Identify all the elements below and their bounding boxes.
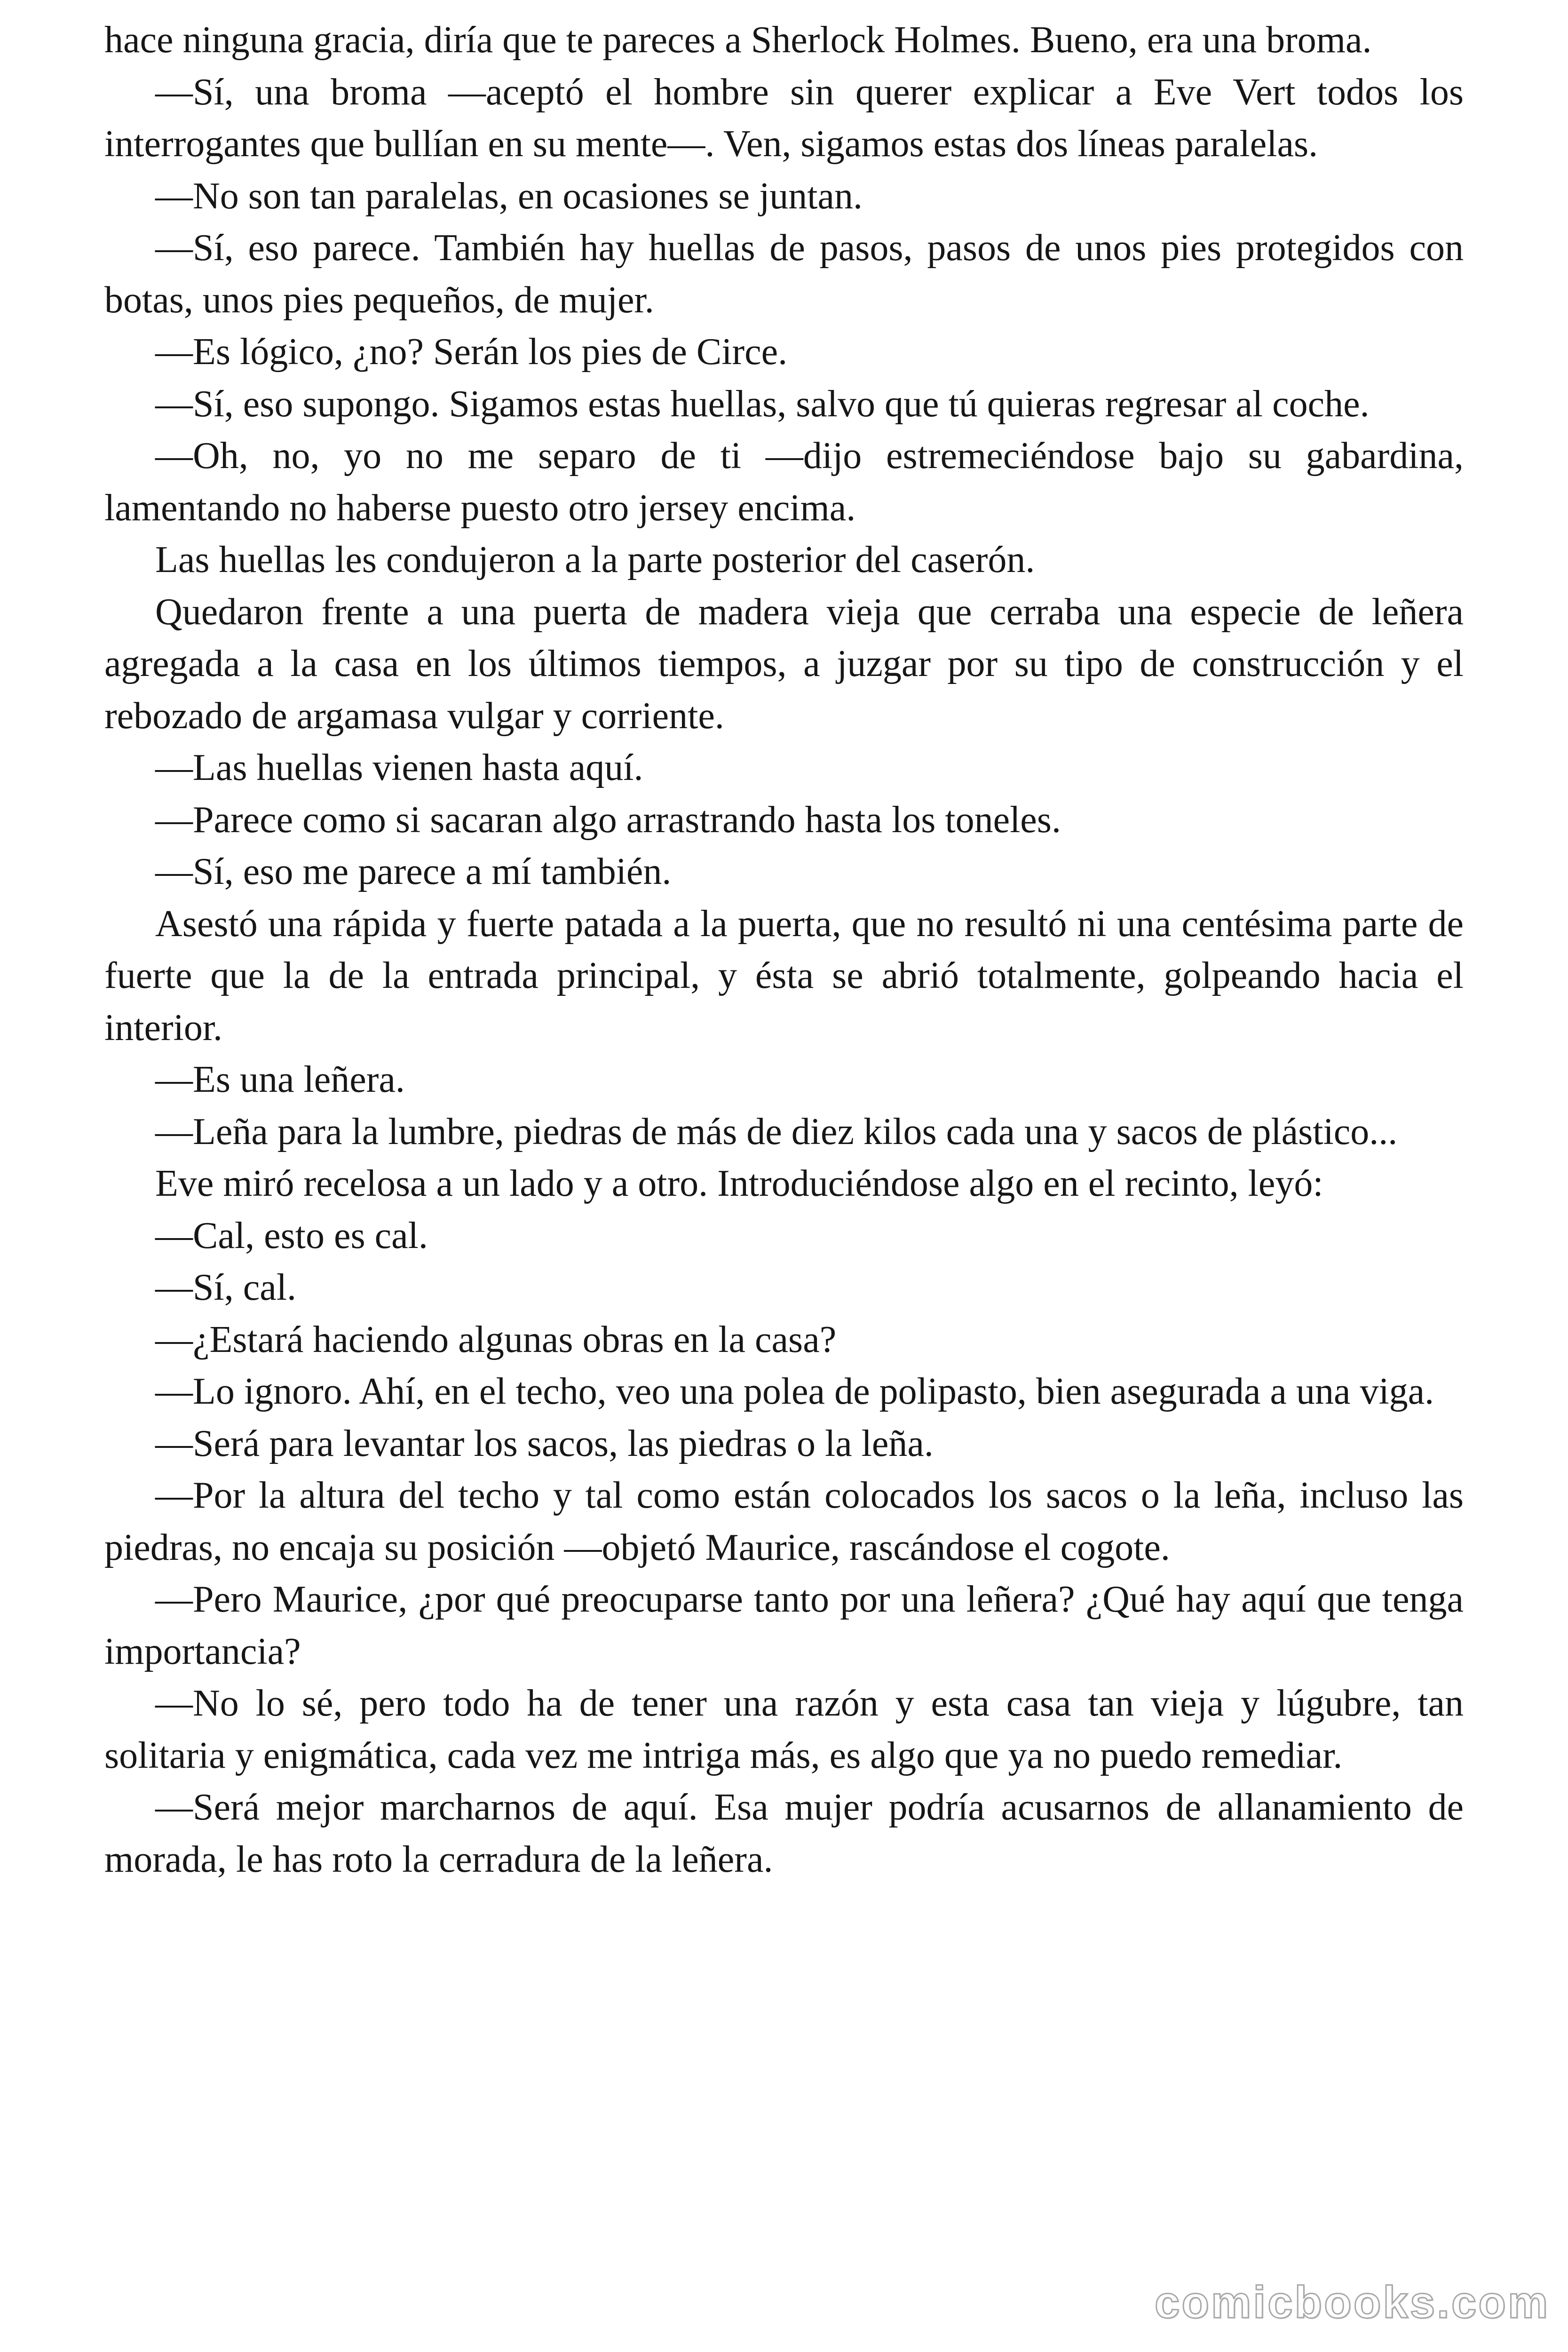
- paragraph: —Sí, eso parece. También hay huellas de pasos, pasos de unos pies protegidos con botas, unos pies pequeños, de mujer.: [104, 227, 1464, 321]
- paragraph: —Las huellas vienen hasta aquí.: [155, 747, 643, 788]
- paragraph: —Será para levantar los sacos, las piedras o la leña.: [155, 1422, 934, 1464]
- paragraph: Quedaron frente a una puerta de madera vieja que cerraba una especie de leñera agregada a la casa en los últimos tiempos, a juzgar por su tipo de construcción y el rebozado de argamasa vulgar y corriente.: [104, 591, 1464, 737]
- watermark-logo: comicbooks.com: [1155, 2277, 1550, 2328]
- paragraph: —Leña para la lumbre, piedras de más de diez kilos cada una y sacos de plástico...: [155, 1111, 1398, 1152]
- paragraph: —Lo ignoro. Ahí, en el techo, veo una polea de polipasto, bien asegurada a una viga.: [155, 1371, 1434, 1412]
- paragraph: —Sí, una broma —aceptó el hombre sin querer explicar a Eve Vert todos los interrogantes que bullían en su mente—. Ven, sigamos estas dos líneas paralelas.: [104, 71, 1464, 165]
- paragraph: hace ninguna gracia, diría que te pareces a Sherlock Holmes. Bueno, era una broma.: [104, 19, 1372, 61]
- paragraph: —Cal, esto es cal.: [155, 1215, 428, 1256]
- paragraph: —Es lógico, ¿no? Serán los pies de Circe.: [155, 331, 788, 373]
- paragraph: —Sí, eso me parece a mí también.: [155, 851, 672, 892]
- paragraph: —No son tan paralelas, en ocasiones se juntan.: [155, 175, 863, 217]
- document-page: [104, 14, 1464, 1885]
- paragraph: Las huellas les condujeron a la parte posterior del caserón.: [155, 539, 1035, 580]
- paragraph: —Sí, eso supongo. Sigamos estas huellas, salvo que tú quieras regresar al coche.: [155, 383, 1370, 425]
- paragraph: —Por la altura del techo y tal como están colocados los sacos o la leña, incluso las piedras, no encaja su posición —objetó Maurice, rascándose el cogote.: [104, 1475, 1464, 1568]
- paragraph: —Es una leñera.: [155, 1059, 405, 1100]
- paragraph: —Será mejor marcharnos de aquí. Esa mujer podría acusarnos de allanamiento de morada, le has roto la cerradura de la leñera.: [104, 1787, 1464, 1880]
- paragraph: —¿Estará haciendo algunas obras en la casa?: [155, 1319, 837, 1360]
- paragraph: Eve miró recelosa a un lado y a otro. Introduciéndose algo en el recinto, leyó:: [155, 1163, 1323, 1204]
- paragraph: —Pero Maurice, ¿por qué preocuparse tanto por una leñera? ¿Qué hay aquí que tenga importancia?: [104, 1579, 1464, 1672]
- paragraph: —Parece como si sacaran algo arrastrando hasta los toneles.: [155, 799, 1061, 841]
- paragraph: Asestó una rápida y fuerte patada a la puerta, que no resultó ni una centésima parte de fuerte que la de la entrada principal, y ésta se abrió totalmente, golpeando hacia el interior.: [104, 903, 1464, 1049]
- paragraph: —Sí, cal.: [155, 1267, 296, 1308]
- paragraph: —No lo sé, pero todo ha de tener una razón y esta casa tan vieja y lúgubre, tan solitaria y enigmática, cada vez me intriga más, es algo que ya no puedo remediar.: [104, 1683, 1464, 1776]
- paragraph: —Oh, no, yo no me separo de ti —dijo estremeciéndose bajo su gabardina, lamentando no haberse puesto otro jersey encima.: [104, 435, 1464, 529]
